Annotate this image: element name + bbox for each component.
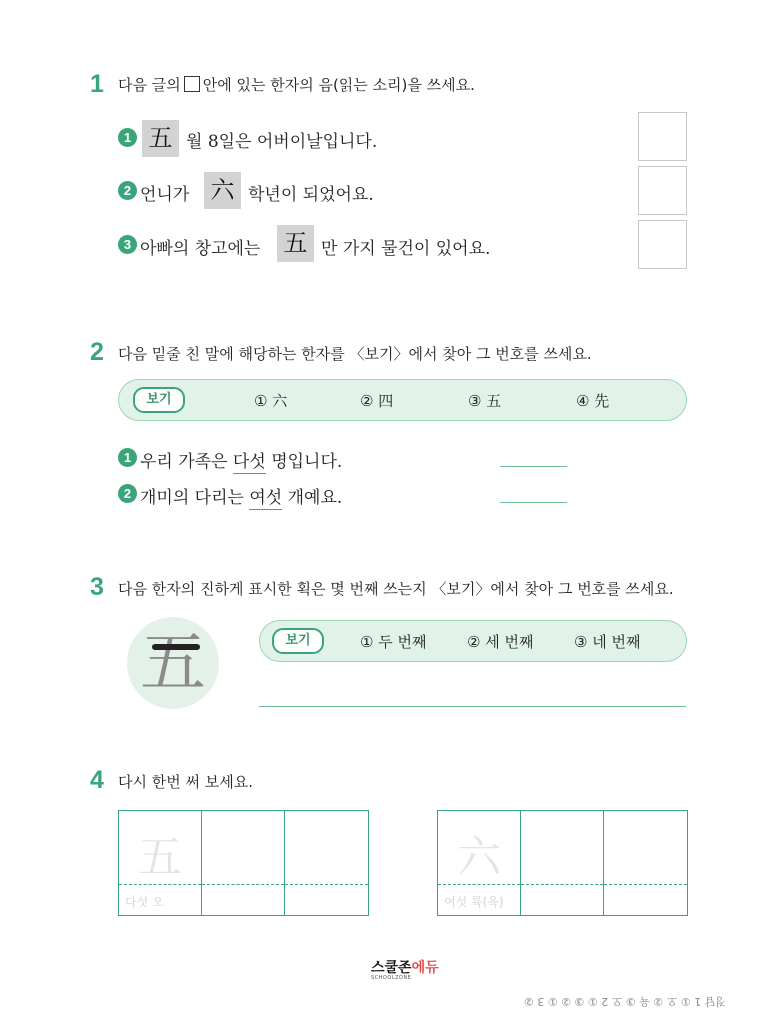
q4-instruction: 다시 한번 써 보세요. bbox=[118, 773, 253, 791]
q4-grid2-trace-hanja: 六 bbox=[457, 832, 501, 883]
q4-grid1-caption: 다섯 오 bbox=[125, 895, 164, 909]
q3-instruction: 다음 한자의 진하게 표시한 획은 몇 번째 쓰는지 〈보기〉에서 찾아 그 번호를 쓰세요. bbox=[118, 580, 674, 598]
logo-main: 스쿨존 bbox=[371, 960, 412, 976]
q1-item3-number: 3 bbox=[118, 235, 137, 254]
q3-hanja-circle bbox=[127, 617, 219, 709]
q2-item2-pre: 개미의 다리는 bbox=[140, 488, 244, 508]
q4-grid2-write-cell[interactable] bbox=[604, 811, 687, 915]
question-number-3: 3 bbox=[90, 573, 104, 601]
q4-writing-grid-1 bbox=[118, 810, 369, 916]
q2-item2-number: 2 bbox=[118, 484, 137, 503]
q4-grid2-caption: 여섯 륙(육) bbox=[444, 895, 504, 909]
q1-item1-text: 월 8일은 어버이날입니다. bbox=[186, 132, 378, 152]
q2-item1-sentence bbox=[140, 447, 342, 472]
q2-item2-underlined: 여섯 bbox=[249, 488, 283, 508]
q3-option-1: ① 두 번째 bbox=[360, 633, 427, 651]
q1-item3-after: 만 가지 물건이 있어요. bbox=[321, 239, 491, 259]
q1-instruction-post: 안에 있는 한자의 음(읽는 소리)을 쓰세요. bbox=[202, 76, 475, 94]
q1-item3-before: 아빠의 창고에는 bbox=[140, 239, 261, 259]
q3-answer-line[interactable] bbox=[259, 706, 686, 707]
q1-item1-hanja: 五 bbox=[142, 120, 179, 157]
publisher-logo bbox=[371, 957, 439, 981]
answer-key-upside-down: 정답 1 ① 오 ② 육 ③ 오 2 ① ③ ② ① 3 ② bbox=[524, 995, 726, 1008]
q2-item1-pre: 우리 가족은 bbox=[140, 452, 228, 472]
logo-accent: 에듀 bbox=[411, 960, 439, 976]
question-number-1: 1 bbox=[90, 70, 104, 98]
q3-option-2: ② 세 번째 bbox=[467, 633, 534, 651]
q2-item1-underlined: 다섯 bbox=[232, 452, 266, 472]
q1-item2-hanja: 六 bbox=[204, 172, 241, 209]
q2-item2-answer-line[interactable] bbox=[500, 502, 567, 503]
question-number-2: 2 bbox=[90, 338, 104, 366]
q2-item1-answer-line[interactable] bbox=[500, 466, 567, 467]
logo-sub: SCHOOLZONE bbox=[371, 975, 412, 981]
q1-item3-answer-box[interactable] bbox=[638, 220, 687, 269]
q1-item1-number: 1 bbox=[118, 128, 137, 147]
q3-hanja: 五 bbox=[140, 624, 206, 701]
q1-item3-hanja: 五 bbox=[277, 225, 314, 262]
q3-option-3: ③ 네 번째 bbox=[574, 633, 641, 651]
q1-item2-number: 2 bbox=[118, 181, 137, 200]
q2-option-1: ① 六 bbox=[254, 392, 288, 410]
q1-instruction bbox=[118, 74, 475, 95]
q4-grid1-write-cell[interactable] bbox=[202, 811, 285, 915]
q2-item1-post: 명입니다. bbox=[271, 452, 343, 472]
q3-bold-stroke-icon bbox=[127, 617, 219, 709]
q4-grid1-model-cell bbox=[119, 811, 202, 915]
q2-option-2: ② 四 bbox=[360, 392, 394, 410]
q1-item2-before: 언니가 bbox=[140, 185, 190, 205]
q2-instruction: 다음 밑줄 친 말에 해당하는 한자를 〈보기〉에서 찾아 그 번호를 쓰세요. bbox=[118, 345, 592, 363]
q3-bogi-label: 보기 bbox=[272, 628, 324, 654]
q4-grid1-trace-hanja: 五 bbox=[138, 832, 182, 883]
q1-item2-after: 학년이 되었어요. bbox=[248, 185, 374, 205]
q1-item2-answer-box[interactable] bbox=[638, 166, 687, 215]
q4-grid1-write-cell[interactable] bbox=[285, 811, 368, 915]
q1-instruction-pre: 다음 글의 bbox=[118, 76, 181, 94]
q4-writing-grid-2 bbox=[437, 810, 688, 916]
q2-item2-post: 개예요. bbox=[287, 488, 343, 508]
q2-bogi-label: 보기 bbox=[133, 387, 185, 413]
q2-item2-sentence bbox=[140, 483, 342, 508]
q4-grid2-write-cell[interactable] bbox=[521, 811, 604, 915]
question-number-4: 4 bbox=[90, 766, 104, 794]
q2-option-4: ④ 先 bbox=[576, 392, 610, 410]
q4-grid2-model-cell bbox=[438, 811, 521, 915]
q1-item1-answer-box[interactable] bbox=[638, 112, 687, 161]
square-box-icon bbox=[184, 76, 200, 92]
q2-option-3: ③ 五 bbox=[468, 392, 502, 410]
q2-item1-number: 1 bbox=[118, 448, 137, 467]
